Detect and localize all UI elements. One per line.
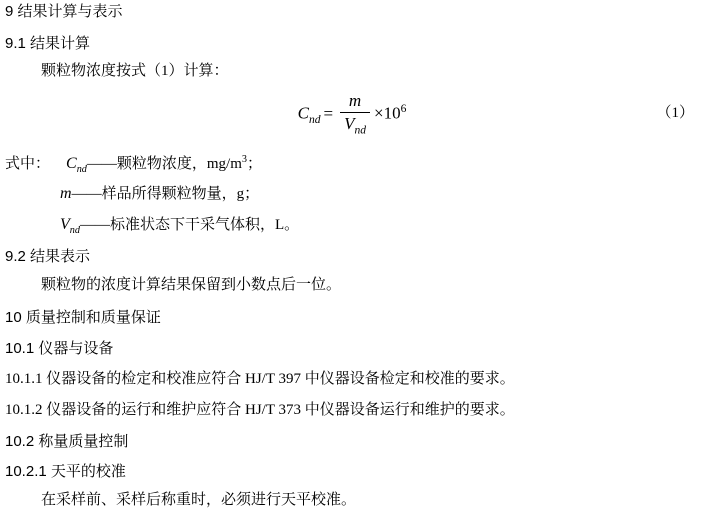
paragraph-where: [5, 155, 262, 175]
heading-section-9: 9 结果计算与表示: [5, 3, 123, 20]
paragraph-result-expression: 颗粒物的浓度计算结果保留到小数点后一位。: [41, 277, 342, 293]
heading-section-10: 10 质量控制和质量保证: [5, 309, 161, 326]
definition-c-symbol: C: [66, 155, 77, 172]
formula-denominator-subscript: nd: [354, 123, 367, 137]
formula-exponent: 6: [400, 101, 407, 115]
formula-number: （1）: [656, 105, 694, 121]
paragraph-10-1-2: 10.1.2 仪器设备的运行和维护应符合 HJ/T 373 中仪器设备运行和维护的要求。: [5, 402, 515, 418]
heading-section-9-2: 9.2 结果表示: [5, 248, 91, 265]
formula-lhs-symbol: C: [297, 103, 309, 123]
formula-concentration: [298, 92, 407, 137]
heading-section-9-1: 9.1 结果计算: [5, 35, 91, 52]
formula-denominator: [340, 113, 370, 136]
formula-numerator: m: [340, 91, 370, 113]
formula-multiply: ×10: [374, 103, 401, 123]
formula-denominator-symbol: V: [344, 114, 355, 133]
paragraph-10-2-1-body: 在采样前、采样后称重时，必须进行天平校准。: [41, 492, 357, 508]
definition-c-text: ——颗粒物浓度，mg/m: [86, 156, 242, 172]
heading-section-10-1: 10.1 仪器与设备: [5, 340, 114, 357]
formula-lhs-subscript: nd: [308, 113, 321, 126]
formula-block: [0, 92, 704, 137]
paragraph-calc-intro: 颗粒物浓度按式（1）计算：: [41, 63, 229, 79]
paragraph-10-1-1: 10.1.1 仪器设备的检定和校准应符合 HJ/T 397 中仪器设备检定和校准的要求。: [5, 371, 515, 387]
heading-section-10-2: 10.2 称量质量控制: [5, 433, 129, 450]
definition-c-tail: ；: [246, 156, 262, 172]
definition-v-text: ——标准状态下干采气体积，L。: [79, 217, 300, 233]
definition-v-subscript: nd: [69, 225, 80, 236]
where-label: 式中：: [5, 156, 51, 172]
paragraph-definition-m: [60, 186, 259, 202]
formula-fraction: [340, 91, 370, 136]
definition-v-symbol: V: [60, 216, 70, 233]
definition-m-symbol: m: [60, 185, 72, 202]
heading-section-10-2-1: 10.2.1 天平的校准: [5, 463, 126, 480]
definition-c-unit-sup: 3: [241, 154, 247, 165]
formula-equals: =: [323, 103, 334, 123]
paragraph-definition-v: [60, 217, 299, 236]
definition-m-text: ——样品所得颗粒物量，g；: [71, 186, 260, 202]
definition-c-subscript: nd: [76, 164, 87, 175]
